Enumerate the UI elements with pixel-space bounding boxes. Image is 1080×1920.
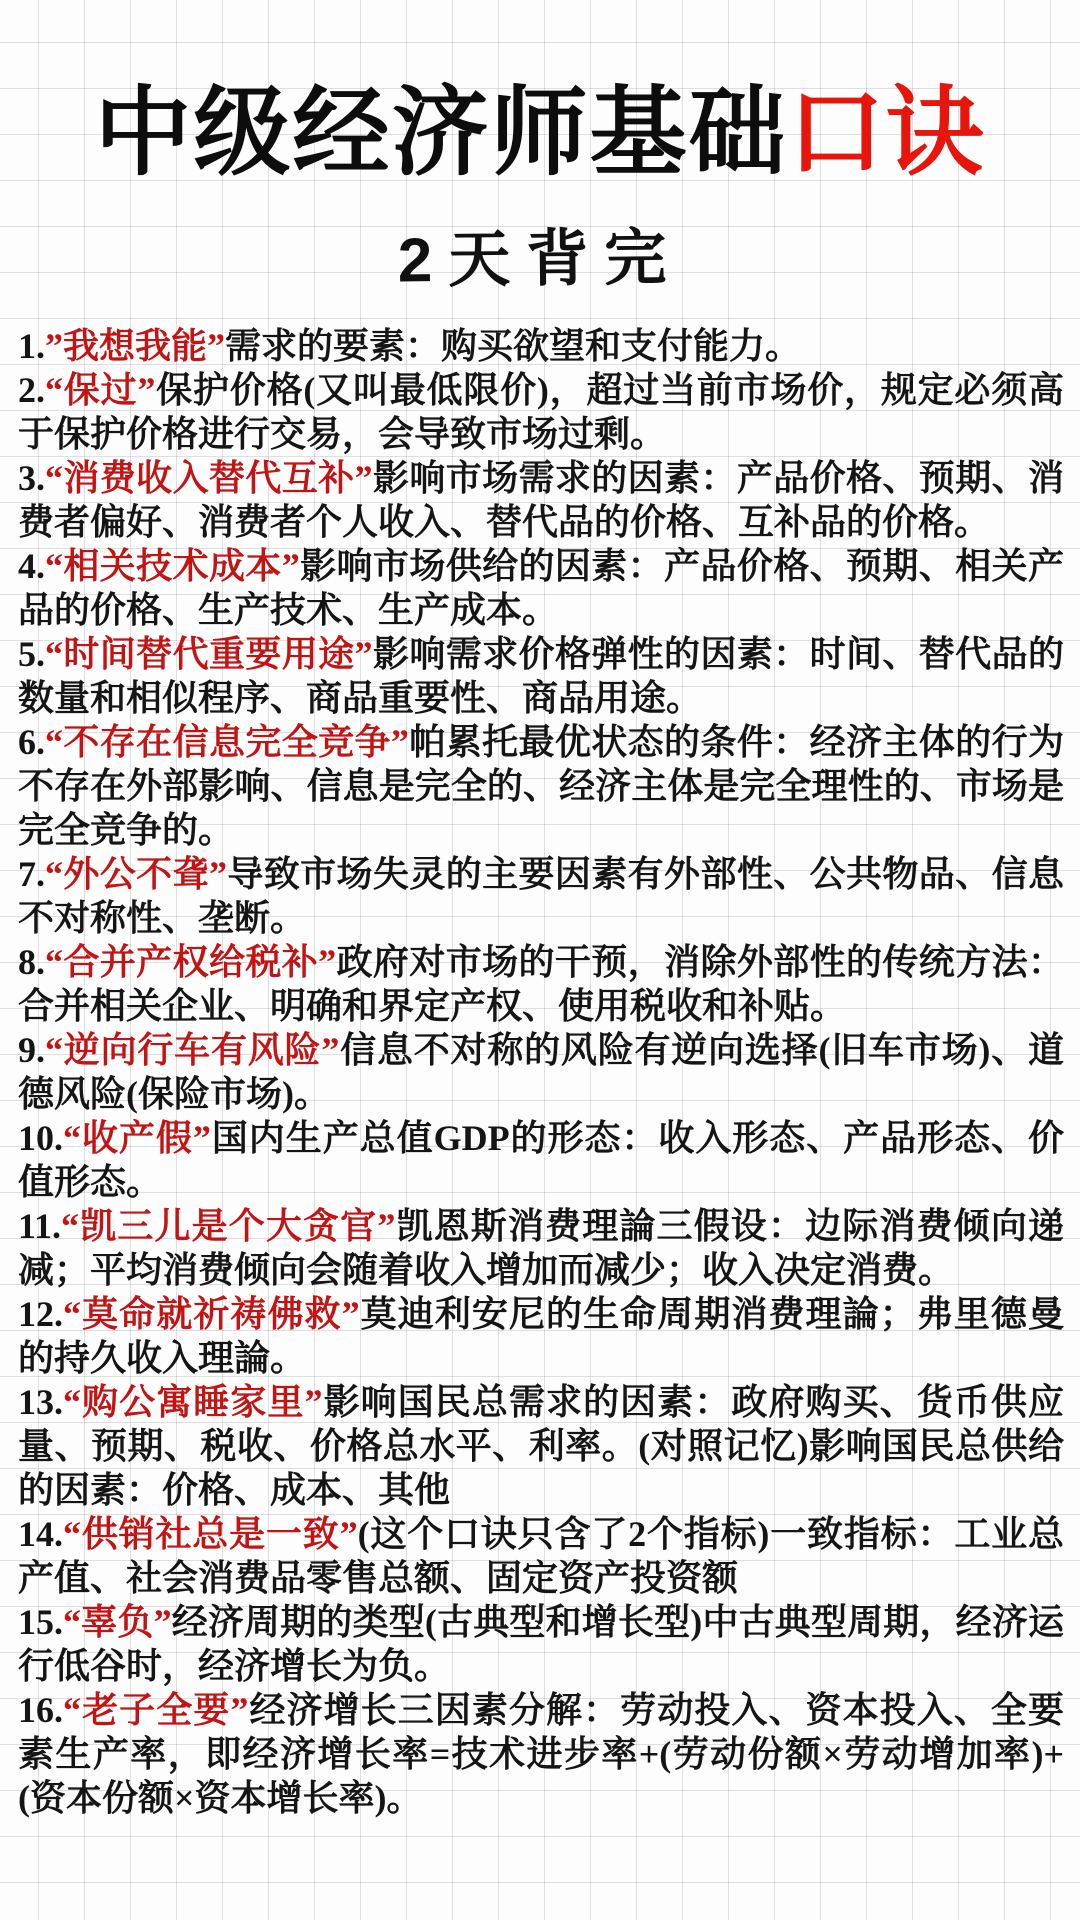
page-title — [0, 80, 1080, 187]
item-mnemonic: “逆向行车有风险” — [45, 1029, 340, 1070]
mnemonic-item-1 — [18, 324, 1064, 368]
item-text: 影响市场需求的因素：产品价格、预期、消费者偏好、消费者个人收入、替代品的价格、互补品的价格。 — [18, 457, 1064, 542]
mnemonic-item-5 — [18, 632, 1064, 720]
item-number: 10. — [18, 1117, 63, 1158]
title-red-part: 口诀 — [787, 78, 986, 187]
item-number: 5. — [18, 633, 45, 674]
item-number: 3. — [18, 457, 45, 498]
mnemonic-item-12 — [18, 1292, 1064, 1380]
mnemonic-item-13 — [18, 1380, 1064, 1512]
item-text: 影响需求价格弹性的因素：时间、替代品的数量和相似程序、商品重要性、商品用途。 — [18, 633, 1064, 718]
mnemonic-item-2 — [18, 368, 1064, 456]
mnemonic-item-10 — [18, 1116, 1064, 1204]
item-text: 保护价格(又叫最低限价)，超过当前市场价，规定必须高于保护价格进行交易，会导致市场过剩。 — [18, 369, 1064, 454]
page-subtitle: 2天背完 — [397, 223, 683, 296]
item-text: 凯恩斯消费理論三假设：边际消费倾向递减；平均消费倾向会随着收入增加而减少；收入决定消费。 — [18, 1205, 1064, 1290]
item-text: 需求的要素：购买欲望和支付能力。 — [225, 325, 802, 366]
mnemonic-item-9 — [18, 1028, 1064, 1116]
item-mnemonic: “时间替代重要用途” — [45, 633, 373, 674]
mnemonic-item-16 — [18, 1688, 1064, 1820]
item-mnemonic: “老子全要” — [63, 1689, 249, 1730]
item-text: 政府对市场的干预，消除外部性的传统方法：合并相关企业、明确和界定产权、使用税收和补贴。 — [18, 941, 1064, 1026]
item-number: 8. — [18, 941, 45, 982]
mnemonic-item-4 — [18, 544, 1064, 632]
item-text: 莫迪利安尼的生命周期消费理論；弗里德曼的持久收入理論。 — [18, 1293, 1064, 1378]
item-text: 国内生产总值GDP的形态：收入形态、产品形态、价值形态。 — [18, 1117, 1064, 1202]
mnemonic-item-14 — [18, 1512, 1064, 1600]
item-text: 经济周期的类型(古典型和增长型)中古典型周期，经济运行低谷时，经济增长为负。 — [18, 1601, 1064, 1686]
item-mnemonic: ”我想我能” — [45, 325, 226, 366]
item-number: 1. — [18, 325, 45, 366]
item-text: 导致市场失灵的主要因素有外部性、公共物品、信息不对称性、垄断。 — [18, 853, 1064, 938]
item-mnemonic: “辜负” — [63, 1601, 172, 1642]
item-number: 6. — [18, 721, 45, 762]
mnemonic-item-6 — [18, 720, 1064, 852]
item-mnemonic: “供销社总是一致” — [63, 1513, 358, 1554]
item-text: (这个口诀只含了2个指标)一致指标：工业总产值、社会消费品零售总额、固定资产投资额 — [18, 1513, 1064, 1598]
item-number: 9. — [18, 1029, 45, 1070]
item-mnemonic: “莫命就祈祷佛救” — [63, 1293, 360, 1334]
item-number: 7. — [18, 853, 45, 894]
item-number: 15. — [18, 1601, 63, 1642]
item-number: 2. — [18, 369, 45, 410]
item-mnemonic: “外公不聋” — [45, 853, 227, 894]
item-number: 13. — [18, 1381, 63, 1422]
item-text: 帕累托最优状态的条件：经济主体的行为不存在外部影响、信息是完全的、经济主体是完全理性的、市场是完全竞争的。 — [18, 721, 1064, 850]
item-number: 11. — [18, 1205, 62, 1246]
mnemonic-list — [0, 324, 1080, 1820]
item-mnemonic: “合并产权给税补” — [45, 941, 337, 982]
title-black-part: 中级经济师基础 — [94, 78, 788, 187]
item-number: 12. — [18, 1293, 63, 1334]
item-number: 4. — [18, 545, 45, 586]
item-text: 影响国民总需求的因素：政府购买、货币供应量、预期、税收、价格总水平、利率。(对照记忆)影响国民总供给的因素：价格、成本、其他 — [18, 1381, 1064, 1510]
mnemonic-item-3 — [18, 456, 1064, 544]
mnemonic-item-8 — [18, 940, 1064, 1028]
item-mnemonic: “收产假” — [63, 1117, 211, 1158]
mnemonic-item-11 — [18, 1204, 1064, 1292]
item-text: 影响市场供给的因素：产品价格、预期、相关产品的价格、生产技术、生产成本。 — [18, 545, 1064, 630]
mnemonic-item-15 — [18, 1600, 1064, 1688]
item-text: 信息不对称的风险有逆向选择(旧车市场)、道德风险(保险市场)。 — [18, 1029, 1064, 1114]
item-number: 16. — [18, 1689, 63, 1730]
mnemonic-item-7 — [18, 852, 1064, 940]
item-mnemonic: “相关技术成本” — [45, 545, 300, 586]
item-mnemonic: “凯三儿是个大贪官” — [61, 1205, 396, 1246]
item-mnemonic: “不存在信息完全竞争” — [45, 721, 409, 762]
item-mnemonic: “购公寓睡家里” — [63, 1381, 323, 1422]
item-mnemonic: “消费收入替代互补” — [45, 457, 373, 498]
item-text: 经济增长三因素分解：劳动投入、资本投入、全要素生产率，即经济增长率=技术进步率+(劳动份额×劳动增加率)+(资本份额×资本增长率)。 — [18, 1689, 1064, 1818]
item-number: 14. — [18, 1513, 63, 1554]
item-mnemonic: “保过” — [45, 369, 156, 410]
